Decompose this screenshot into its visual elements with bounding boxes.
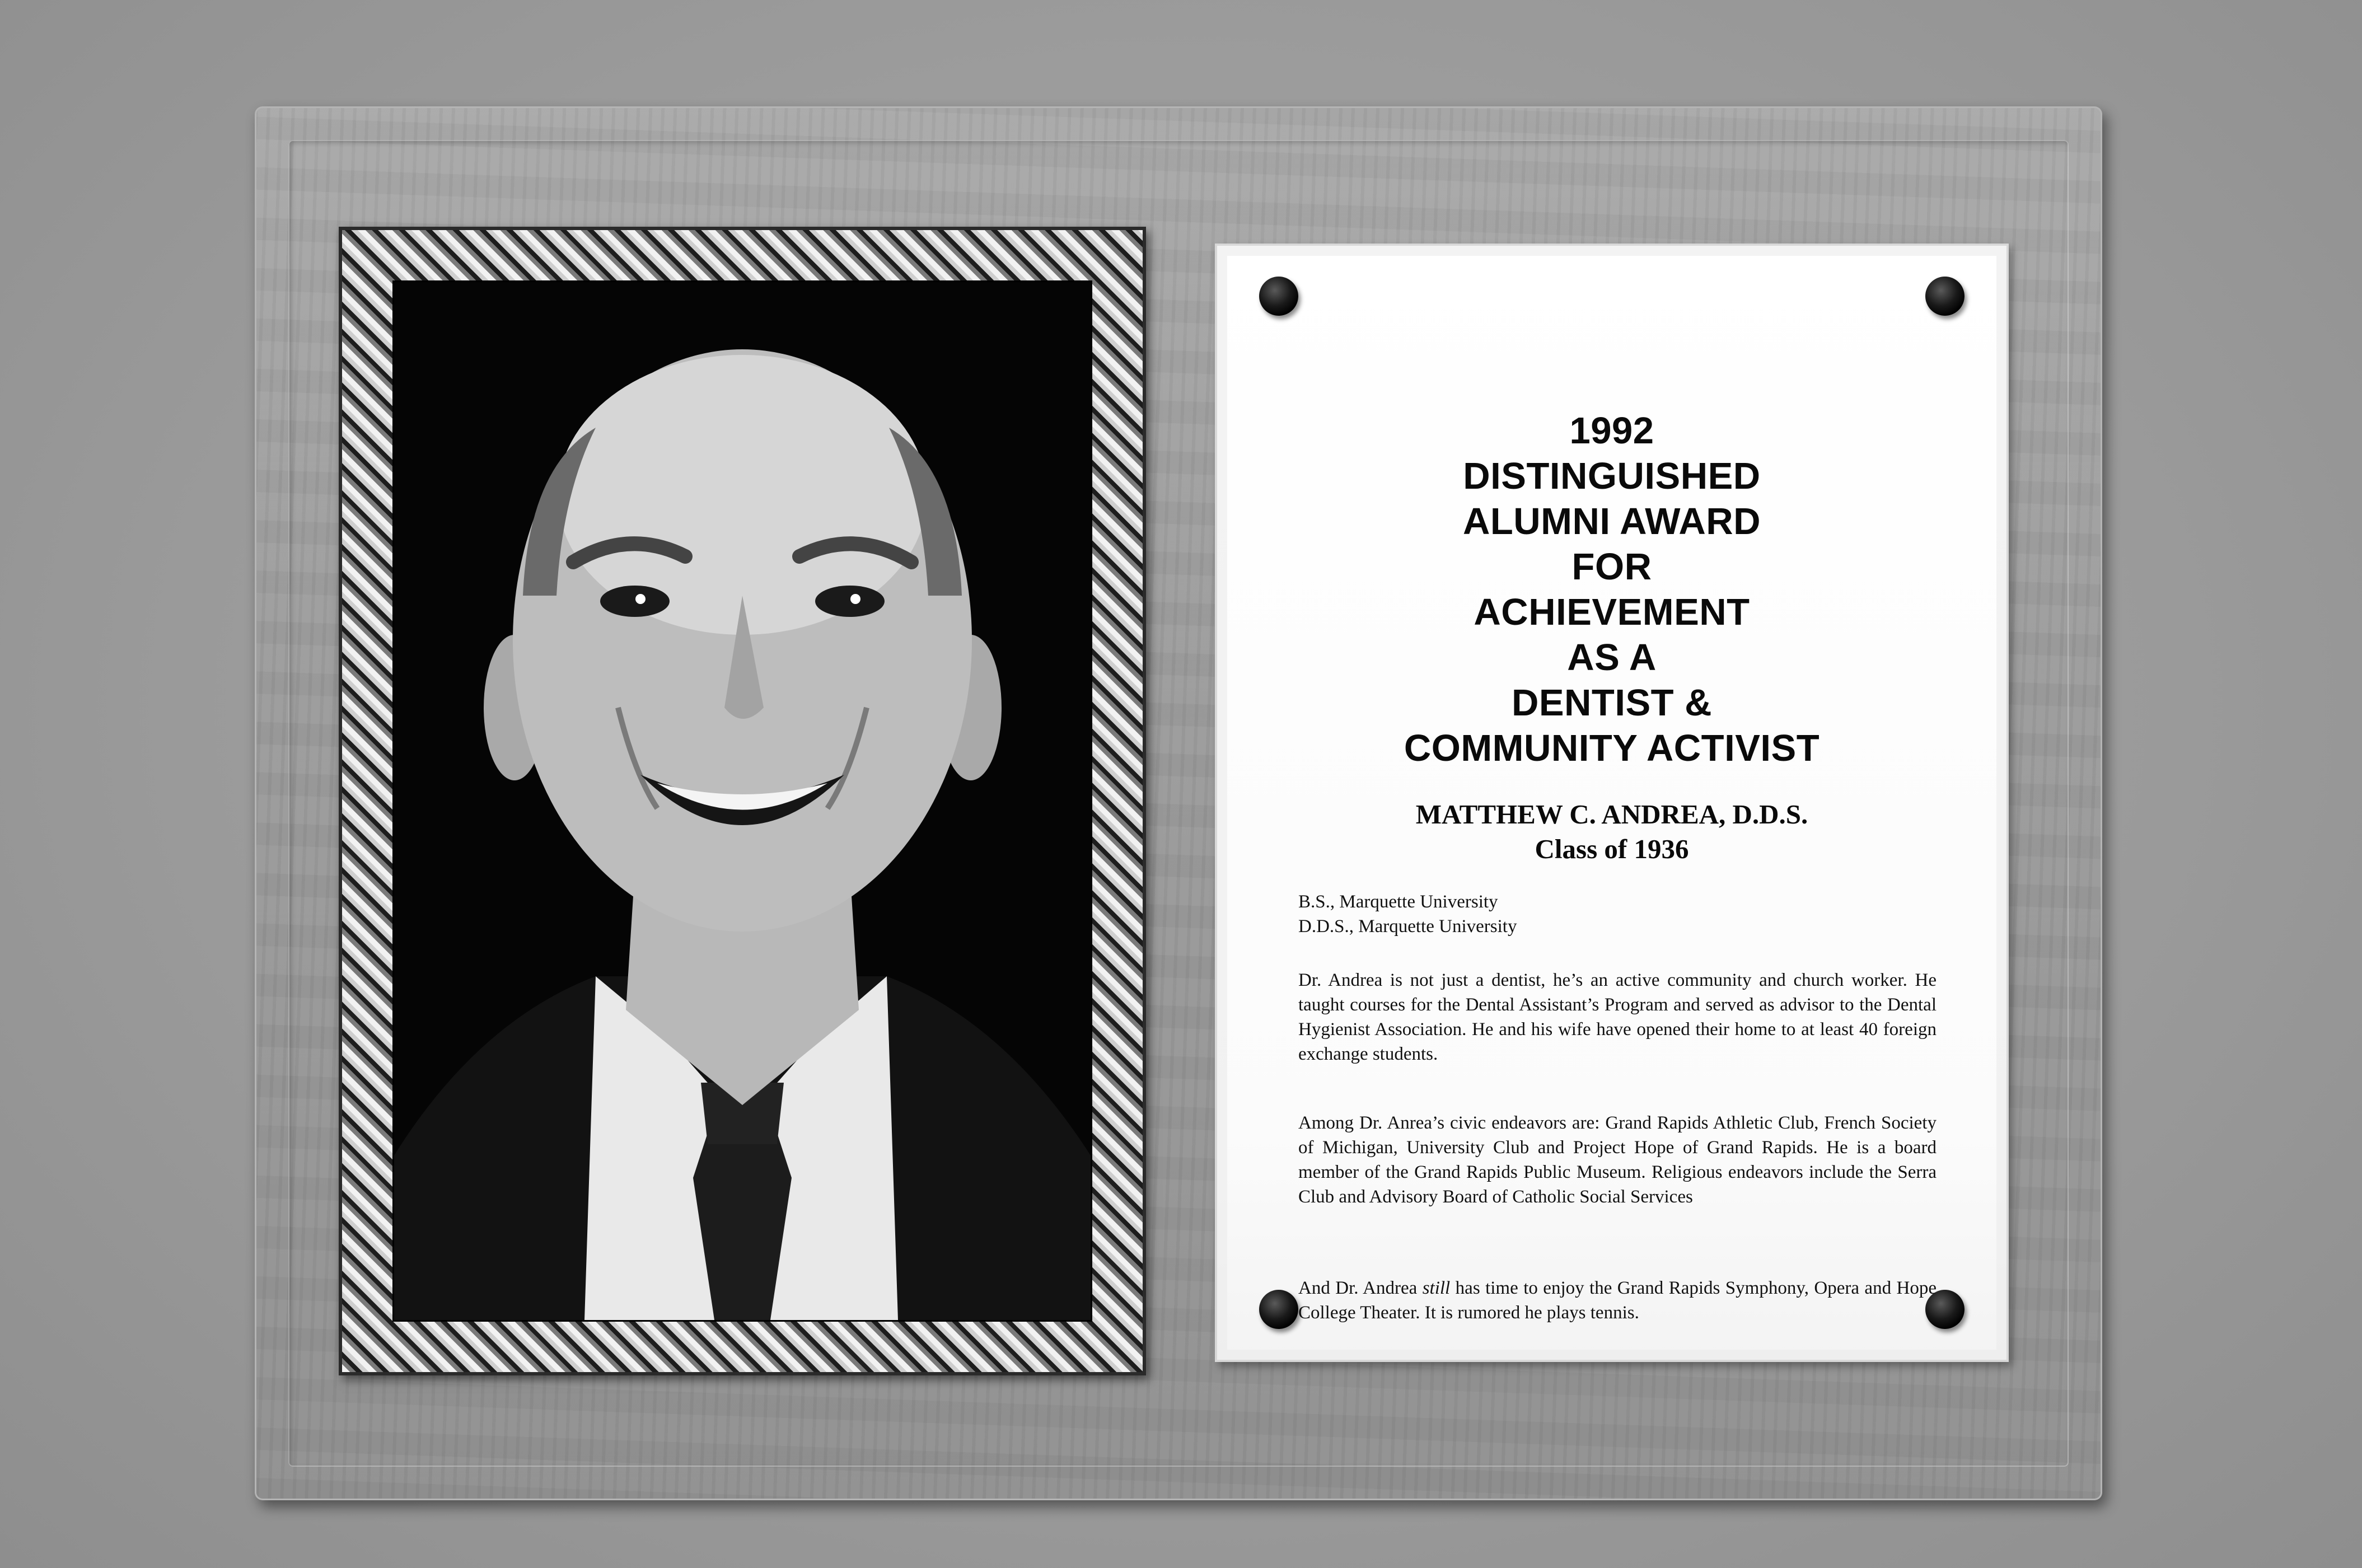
degrees-list: [1298, 890, 1937, 939]
bio-paragraph-2: [1298, 1111, 1937, 1209]
inscription-plate: [1215, 244, 2009, 1362]
award-title-line: AS A: [1567, 636, 1657, 678]
portrait-photo: [392, 280, 1092, 1322]
award-title-line: COMMUNITY ACTIVIST: [1404, 727, 1820, 769]
bio-text: Dr. Andrea is not just a dentist, he’s an active community and church worker. He taught courses for the Dental Assistant’s Program and served as advisor to the Dental Hygienist Association. He and his wife have opened their home to at least 40 foreign exchange students.: [1298, 970, 1937, 1064]
bio-text: [1298, 1276, 1937, 1325]
award-title-line: DENTIST &: [1511, 682, 1713, 724]
wooden-plaque: [255, 106, 2102, 1500]
award-title-line: DISTINGUISHED: [1463, 455, 1761, 497]
award-title-line: ACHIEVEMENT: [1474, 591, 1750, 633]
bio-text: Among Dr. Anrea’s civic endeavors are: Grand Rapids Athletic Club, French Society of Michigan, University Club and Project Hope of Grand Rapids. He is a board member of the Grand Rapids Public Museum. Religious endeavors include the Serra Club and Advisory Board of Catholic Social Services: [1298, 1113, 1937, 1207]
award-title-line: FOR: [1571, 546, 1652, 588]
ornate-photo-frame: [339, 227, 1146, 1375]
award-title-line: ALUMNI AWARD: [1462, 500, 1761, 542]
portrait-illustration: [394, 282, 1091, 1320]
screw-icon: [1259, 1290, 1298, 1329]
degree-item: D.D.S., Marquette University: [1298, 916, 1517, 937]
degree-item: B.S., Marquette University: [1298, 892, 1498, 912]
bio-text-start: And Dr. Andrea: [1298, 1278, 1423, 1298]
award-title-line: 1992: [1569, 410, 1654, 452]
class-year: Class of 1936: [1535, 834, 1689, 864]
bio-text-end: has time to enjoy the Grand Rapids Symphony, Opera and Hope College Theater. It is rumored he plays tennis.: [1298, 1278, 1937, 1323]
screw-icon: [1259, 277, 1298, 316]
bio-text-emphasis: still: [1422, 1278, 1451, 1298]
bio-paragraph-1: [1298, 968, 1937, 1066]
honoree-name: MATTHEW C. ANDREA, D.D.S.: [1415, 799, 1808, 830]
award-title: [1217, 408, 2006, 771]
screw-icon: [1925, 277, 1965, 316]
honoree-block: [1217, 797, 2006, 867]
bio-paragraph-3: [1298, 1276, 1937, 1325]
